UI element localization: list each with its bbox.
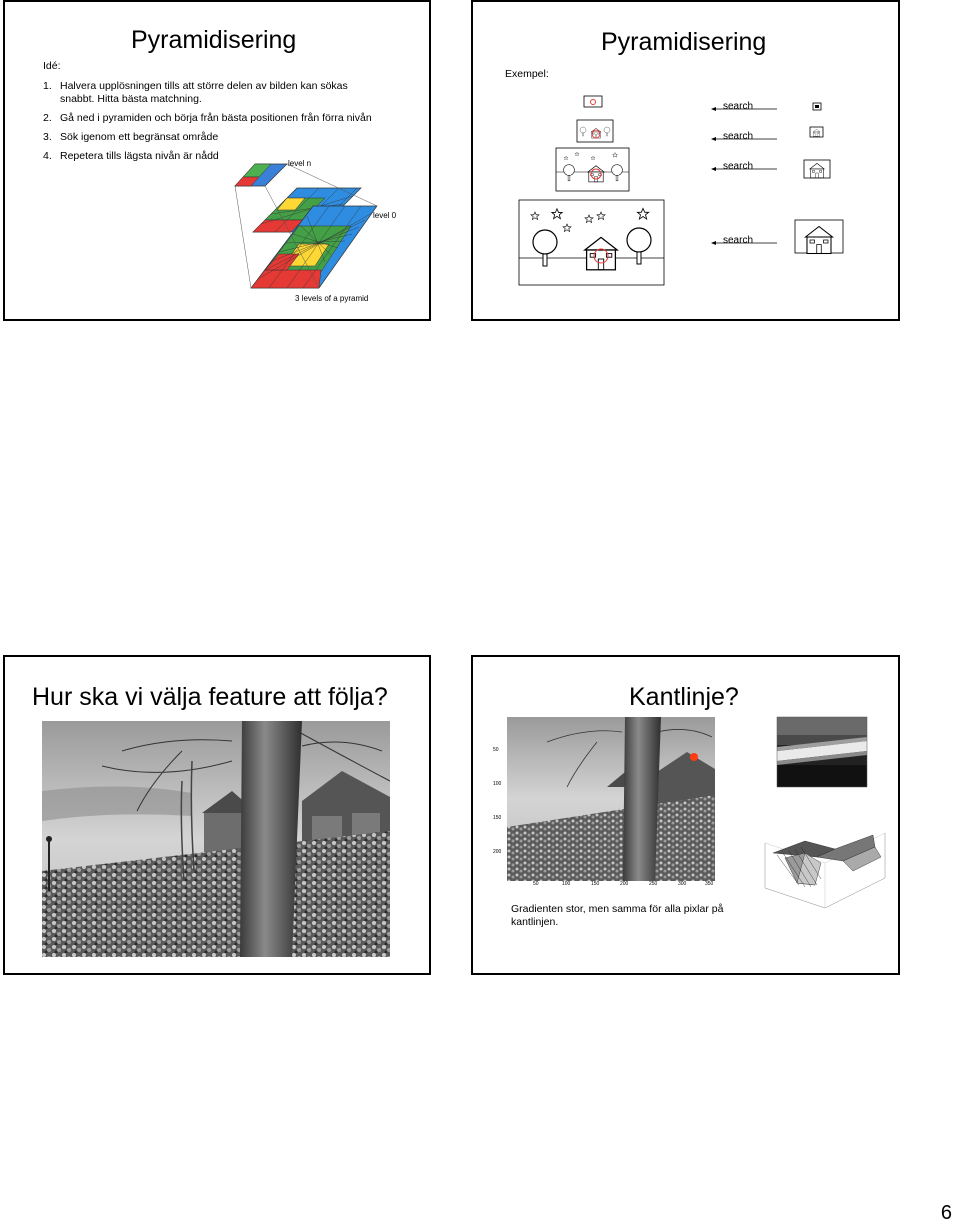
y-axis-labels [493,717,507,887]
example-label: Exempel: [505,68,549,80]
x-axis-labels [507,881,717,891]
level-n-label: level n [288,159,312,168]
level-0-label: level 0 [373,211,397,220]
pyramid-search-example [473,82,898,292]
search-label: search [723,101,754,112]
edge-caption: Gradienten stor, men samma för alla pixlar på kantlinjen. [511,903,724,928]
edge-patch-image [773,715,871,793]
y-tick: 100 [493,781,502,787]
search-arrow [711,161,777,172]
y-tick: 150 [493,815,502,821]
slide-title: Pyramidisering [601,28,767,56]
slide-edge-line [471,655,900,975]
x-tick: 350 [705,881,714,887]
step-number: 1. [43,80,52,92]
search-arrow [711,101,777,112]
page-number: 6 [940,1202,952,1224]
step-text: Gå ned i pyramiden och börja från bästa positionen från förra nivån [60,112,372,124]
slide-feature-question [3,655,431,975]
step-text: Sök igenom ett begränsat område [60,131,219,143]
slide-pyramid-example [471,0,900,321]
tree-scene-photo-zoom [507,717,715,881]
pyramid-level-n [235,164,287,186]
x-tick: 100 [562,881,571,887]
slide-title: Kantlinje? [629,683,739,711]
intro-label: Idé: [43,60,61,72]
tree-scene-photo [42,721,390,957]
slide-pyramid-idea [3,0,431,321]
y-tick: 50 [493,747,499,753]
search-label: search [723,131,754,142]
pyramid-levels-figure [225,154,405,306]
figure-caption: 3 levels of a pyramid [295,294,369,303]
gradient-surface-plot [755,813,895,913]
x-tick: 150 [591,881,600,887]
slide-title: Pyramidisering [131,26,297,54]
search-label: search [723,161,754,172]
search-label: search [723,235,754,246]
x-tick: 250 [649,881,658,887]
step-text: Halvera upplösningen tills att större delen av bilden kan sökas snabbt. Hitta bästa matchning. [60,80,348,105]
step-number: 2. [43,112,52,124]
x-tick: 300 [678,881,687,887]
step-text: Repetera tills lägsta nivån är nådd [60,150,219,162]
step-number: 4. [43,150,52,162]
y-tick: 200 [493,849,502,855]
search-arrow [711,131,777,142]
step-number: 3. [43,131,52,143]
slide-title: Hur ska vi välja feature att följa? [32,683,388,711]
x-tick: 200 [620,881,629,887]
x-tick: 50 [533,881,539,887]
search-arrow [711,235,777,246]
